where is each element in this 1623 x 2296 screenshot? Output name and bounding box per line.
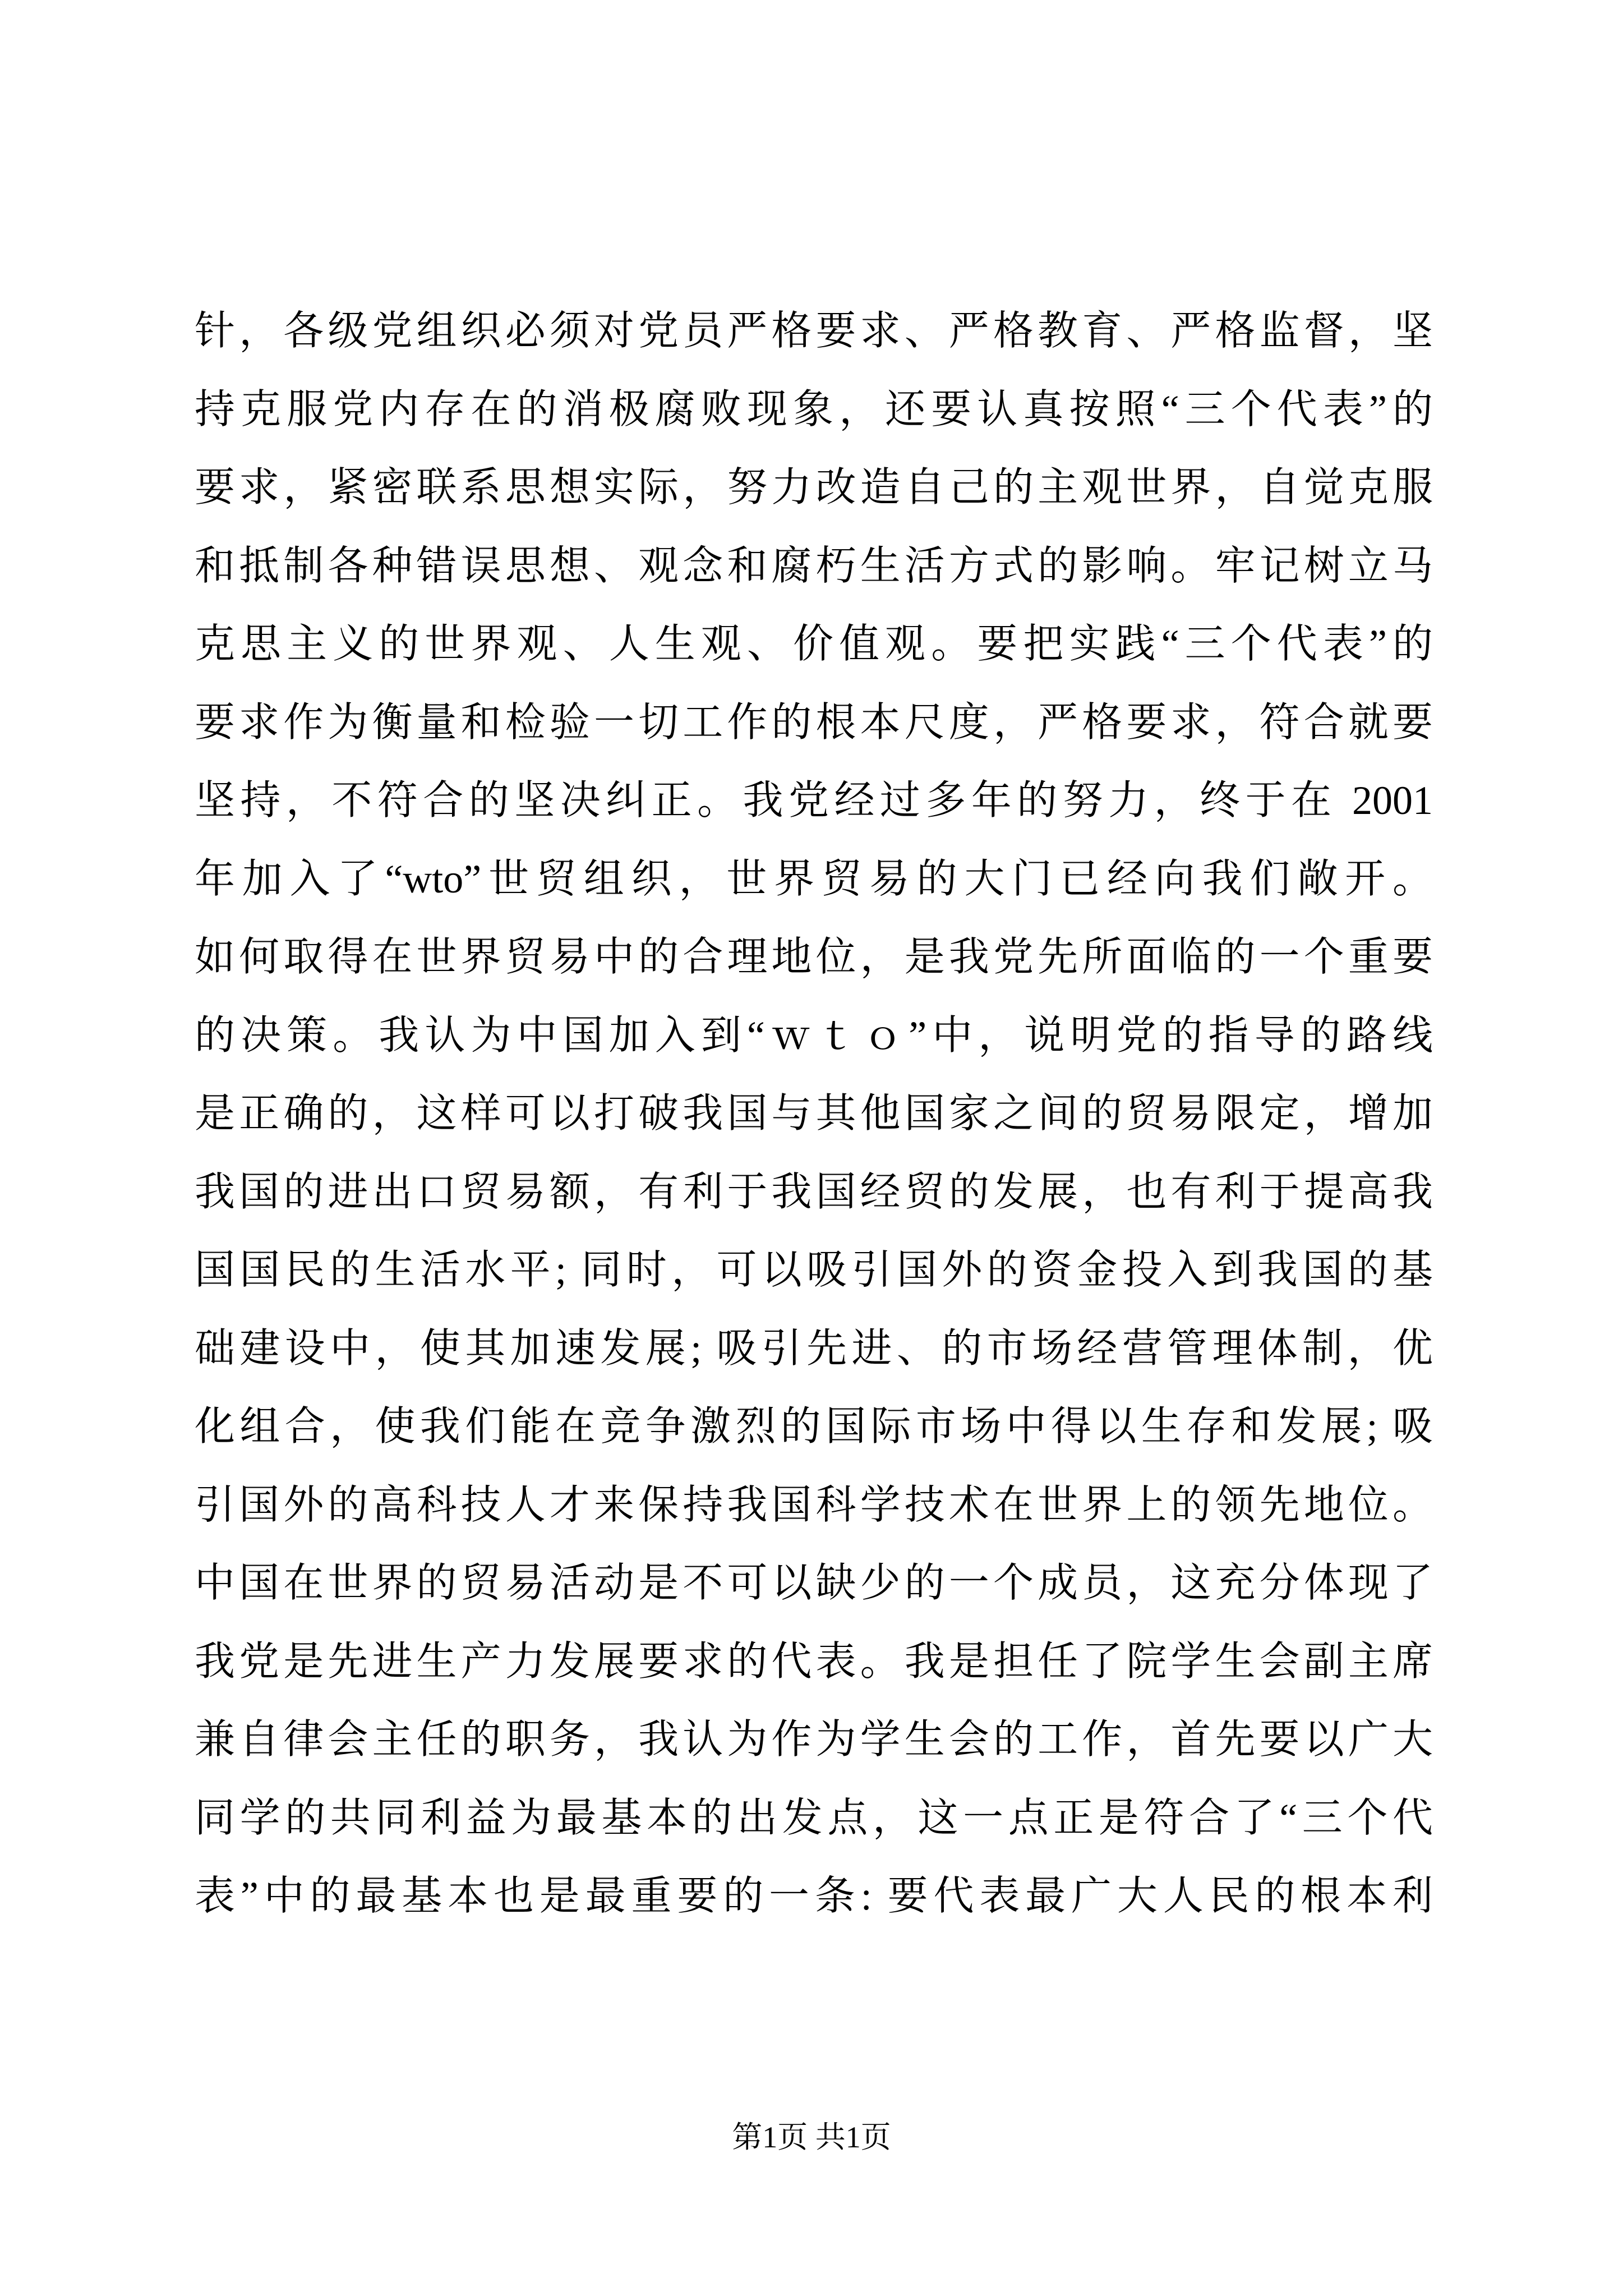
page-footer bbox=[0, 2115, 1623, 2160]
text-line: 克思主义的世界观、人生观、价值观。要把实践“三个代表”的 bbox=[195, 622, 1433, 666]
text-line: 年加入了“wto”世贸组织，世界贸易的大门已经向我们敞开。 bbox=[195, 856, 1433, 901]
text-line: 国国民的生活水平; 同时，可以吸引国外的资金投入到我国的基 bbox=[195, 1248, 1433, 1292]
text-line: 坚持，不符合的坚决纠正。我党经过多年的努力，终于在 2001 bbox=[195, 778, 1433, 823]
text-line: 和抵制各种错误思想、观念和腐朽生活方式的影响。牢记树立马 bbox=[195, 543, 1433, 588]
text-line: 是正确的，这样可以打破我国与其他国家之间的贸易限定，增加 bbox=[195, 1091, 1433, 1136]
text-line: 要求，紧密联系思想实际，努力改造自己的主观世界，自觉克服 bbox=[195, 465, 1433, 510]
page-number-text: 第1页 共1页 bbox=[732, 2120, 891, 2154]
text-line: 持克服党内存在的消极腐败现象，还要认真按照“三个代表”的 bbox=[195, 386, 1433, 432]
text-line: 中国在世界的贸易活动是不可以缺少的一个成员，这充分体现了 bbox=[195, 1561, 1433, 1605]
text-line: 要求作为衡量和检验一切工作的根本尺度，严格要求，符合就要 bbox=[195, 700, 1433, 745]
text-line: 的决策。我认为中国加入到“ｗｔｏ”中，说明党的指导的路线 bbox=[195, 1013, 1433, 1058]
text-line: 兼自律会主任的职务，我认为作为学生会的工作，首先要以广大 bbox=[195, 1717, 1433, 1762]
text-line: 我党是先进生产力发展要求的代表。我是担任了院学生会副主席 bbox=[195, 1639, 1433, 1684]
text-line: 针，各级党组织必须对党员严格要求、严格教育、严格监督，坚 bbox=[195, 309, 1433, 353]
text-line: 化组合，使我们能在竞争激烈的国际市场中得以生存和发展; 吸 bbox=[195, 1404, 1433, 1449]
text-line: 我国的进出口贸易额，有利于我国经贸的发展，也有利于提高我 bbox=[195, 1169, 1433, 1214]
text-line: 引国外的高科技人才来保持我国科学技术在世界上的领先地位。 bbox=[195, 1482, 1433, 1527]
text-line: 如何取得在世界贸易中的合理地位，是我党先所面临的一个重要 bbox=[195, 935, 1433, 979]
text-line: 础建设中，使其加速发展; 吸引先进、的市场经营管理体制，优 bbox=[195, 1326, 1433, 1371]
text-line: 表”中的最基本也是最重要的一条: 要代表最广大人民的根本利 bbox=[195, 1874, 1433, 1918]
document-body bbox=[195, 292, 1433, 1936]
text-line: 同学的共同利益为最基本的出发点，这一点正是符合了“三个代 bbox=[195, 1795, 1433, 1841]
